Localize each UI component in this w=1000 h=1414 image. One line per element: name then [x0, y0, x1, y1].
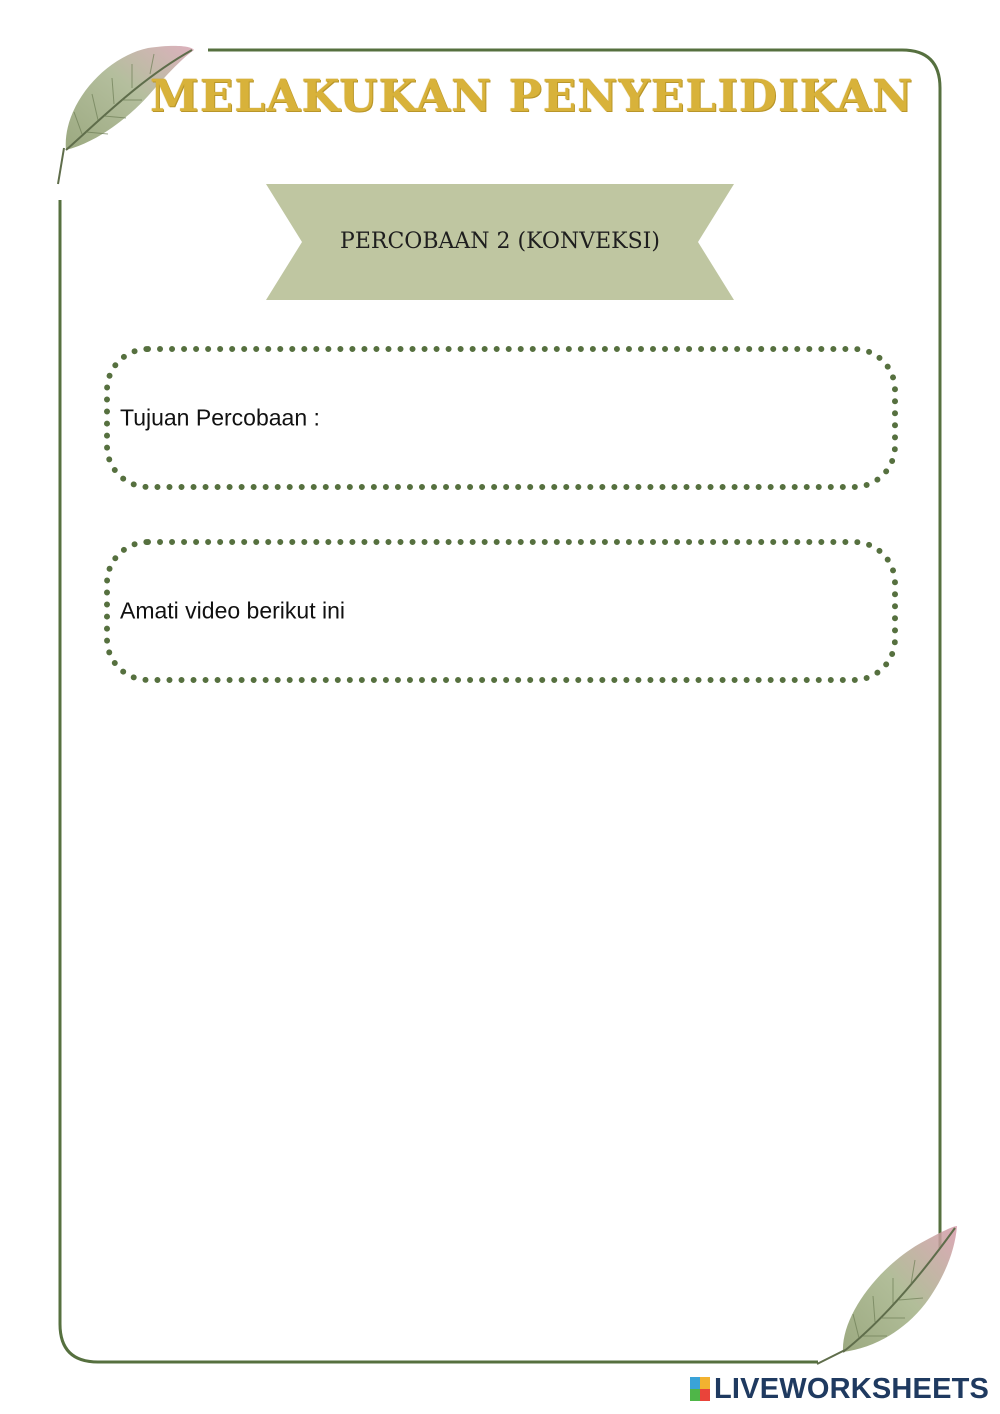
section-banner — [266, 184, 734, 300]
page-title: MELAKUKAN PENYELIDIKAN — [150, 71, 914, 122]
liveworksheets-logo-icon — [690, 1377, 710, 1401]
tujuan-label: Tujuan Percobaan : — [120, 404, 320, 431]
tujuan-box — [104, 346, 898, 490]
banner-label: PERCOBAAN 2 (KONVEKSI) — [340, 229, 660, 254]
brand-name: LIVEWORKSHEETS — [714, 1372, 990, 1405]
amati-box — [104, 539, 898, 683]
amati-label: Amati video berikut ini — [120, 597, 345, 624]
liveworksheets-logo[interactable] — [690, 1372, 989, 1406]
feather-icon — [815, 1222, 965, 1372]
